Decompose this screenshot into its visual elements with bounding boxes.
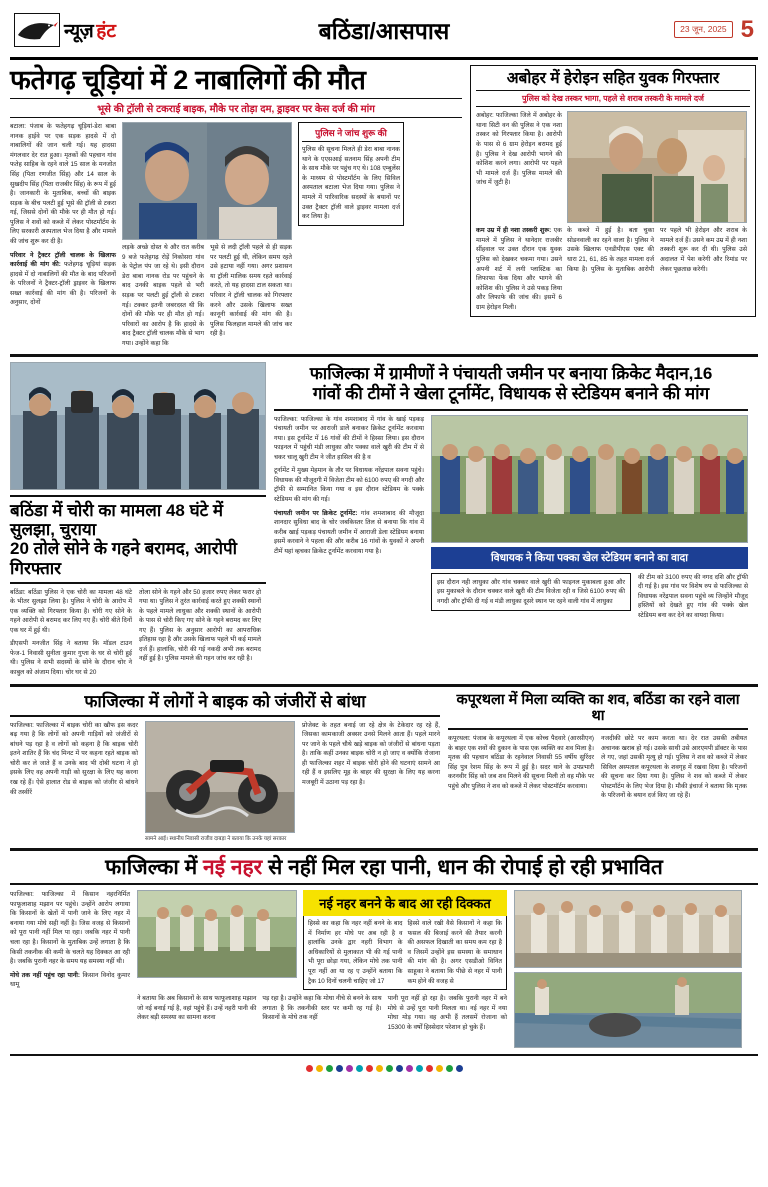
body-found-headline: कपूरथला में मिला व्यक्ति का शव, बठिंडा का रहने वाला था <box>448 692 748 730</box>
story-fatehgarh <box>10 65 462 348</box>
fatehgarh-col3: भूसे से लदी ट्रॉली पहले से ही सड़क पर पलटी हुई थी, लेकिन समय रहते उसे हटाया नहीं गया। अगर प्रशासन या ट्रॉली मालिक समय रहते कार्रवाई करते, तो यह हादसा टाल सकता था। परिवार ने ट्रॉली चालक को गिरफ्तार करने और उसके खिलाफ सख्त कानूनी कार्रवाई की मांग की है। पुलिस फिलहाल मामले की जांच कर रही है। <box>210 244 292 338</box>
bike-photo-caption: सामने आई। स्थानीय निवासी राजीव दाबड़ा ने बताया कि उनके यहां सरकार <box>145 835 287 842</box>
cricket-photo <box>431 415 748 543</box>
fatehgarh-col1: बटाला: पंजाब के फतेहगढ़ चूड़ियां-डेरा बाबा नानक हाईवे पर एक सड़क हादसे में दो नाबालिगों की जान चली गई। यह हादसा मंगलवार देर रात हुआ। मृतकों की पहचान गांव फतेह साहिब के रहने वाले 15 साल के मनजोत सिंह (पिता रणजीत सिंह) और 14 साल के सुखदीप सिंह (पिता राजबीर सिंह) के रूप में हुई है। जानकारी के मुताबिक, बच्चों की बाइक सड़क के बीच पलटी हुई भूसे की ट्रॉली से टकरा गई, जिससे दोनों की मौके पर ही मौत हो गई। पुलिस ने शवों को कब्जे में लेकर पोस्टमॉर्टम के लिए सरकारी अस्पताल भेज दिया है और मामले की जांच शुरू कर दी है। <box>10 123 116 245</box>
fatehgarh-photo <box>122 122 292 240</box>
publication-date: 23 जून, 2025 <box>674 21 732 38</box>
canal-col1-subtitle: मोघे तक नहीं पहुंच रहा पानी: <box>10 971 80 979</box>
cricket-headline-line1: फाजिल्का में ग्रामीणों ने पंचायती जमीन पर बनाया क्रिकेट मैदान,16 <box>309 364 713 384</box>
canal-photo-1 <box>137 890 297 978</box>
bike-headline-pre: फाजिल्का में लोगों ने बाइक को जंजीरों से बांधा <box>84 691 366 711</box>
theft-accused-photo <box>10 362 266 490</box>
canal-col3: पड़ रहा है। उन्होंने कहा कि मोघा नीचे से बनने के साथ लगाता है कि तकनीकी स्तर पर कमी रह गई है। किसानों के मोघे तक नहीं <box>262 995 382 1022</box>
canal-col1-subtext: किसान विनोद कुमार धामू <box>10 971 130 989</box>
police-box-title: पुलिस ने जांच शुरू की <box>302 126 400 142</box>
left-mid-column <box>10 362 266 677</box>
canal-box-col1: हिस्से का कहा कि नहर नहीं बनने के बाद में निर्माण हर मोघे पर अब रही है व हालांकि उनके द्वार नहरी विभाग के अधिकारियों से मुलाकात भी की गई पानी भी पूरा छोड़ा गया, लेकिन मोघे तक पानी पूरा नहीं आ या रह ए उन्होंने बताया कि ट्रैक 10 दिनों चलनी चाहिए जो 17 <box>308 920 403 985</box>
cricket-col1: फाजिल्का: फाजिल्का के गांव शमशाबाद में गांव के खाई पड़कड़ पंचायती जमीन पर आराजी डालेे बनाकर क्रिकेट टूर्नामेंट करवाया गया। इस टूर्नामेंट में 16 गांवों की टीमों ने हिस्सा लिया। इस दौरान फाइनल में पहुंची मंडी लाधुका और पक्का वाले खुरी की टीम में से चकर चालू खुरी टीम ने जीत हासिल की है व <box>274 415 424 461</box>
cricket-subtitle: पंचायती जमीन पर क्रिकेट टूर्नामेंट: <box>274 509 358 517</box>
abohar-col2: के कब्जे में हुई है। बता चुका सोडनवाली का रहने वाला है। पुलिस ने उसके खिलाफ एनडीपीएस एक्ट की धारा 21, 61, 85 के तहत मामला दर्ज किया है। पुलिस के मुताबिक आरोपी पर पहले भी हेरोइन और शराब के मामले दर्ज हैं। उसने कम उम्र में ही नशा तस्करी शुरू कर दी थी। पुलिस उसे अदालत में पेश करेगी और रिमांड पर लेकर पूछताछ करेगी। <box>567 227 747 273</box>
cricket-blue-strip: विधायक ने किया पक्का खेल स्टेडियम बनाने का वादा <box>431 547 748 569</box>
fatehgarh-subhead: भूसे की ट्रॉली से टकराई बाइक, मौके पर तोड़ा दम, ड्राइवर पर केस दर्ज की मांग <box>10 98 462 118</box>
body-found-col1: कपूरथला: पंजाब के कपूरथला में एक कोच्च पैदवारे (आरसीएन) के बाहर एक शवों की दुकान के पास एक व्यक्ति का शव मिला है। मृतक की पहचान बठिंडा के रहनेवाल निवासी 55 वर्षीय सुरिंदर सिंह पुत्र रेशम सिंह के रूप में हुई है। सदर थाने के उपप्रभारी करनवीर सिंह को जब शव मिलने की सूचना मिली तो वह मौके पर पहुंचे और पुलिस ने शव को कब्जे में लेकर पोस्टमॉर्टम करवाया। <box>448 735 594 790</box>
brand-name-part1: न्यूज़ <box>64 20 94 42</box>
canal-col1: फाजिल्का: फाजिल्का में किसान नहरनिर्मित फाफूलाशाह मझान पर पहुंचे। उन्होंने आरोप लगाया कि किसानों के खेतों में पानी जाने के लिए नहर में बनाया गया मोघे सही नहीं है। जिस वजह से किसानों को पूरा पानी नहीं मिल पा रहा। जबकि नहर में पानी चला रहा है। किसानों के मुताबिक उन्हें लगाता है कि किसी तकनीक की कमी के चलते यह दिक्कत आ रही है। जबकि पुरानी नहर के समय यह समस्या नहीं थी। <box>10 891 130 966</box>
fatehgarh-headline: फतेगढ़ चूड़ियां में 2 नाबालिगों की मौत <box>10 65 366 95</box>
canal-headline-red: नई नहर <box>203 855 263 879</box>
story-body-found <box>448 692 748 842</box>
fatehgarh-col2: लड़के अच्छे दोस्त थे और रात करीब 9 बजे फतेहगढ़ रोड़ें निकोसरा गांव के पेट्रोल पंप जा रहे थे। इसी दौरान डेरा बाबा नानक रोड पर पहुंचने के बाद उनकी बाइक पहले से भरी सड़क पर पलटी हुई ट्रॉली से टकरा गई। टक्कर इतनी जबरदस्त थी कि दोनों की मौके पर ही मौत हो गई। परिवारों का आरोप है कि हादसे के बाद ट्रैक्टर ट्रॉली चालक मौके से भाग गया। उन्होंने कहा कि <box>122 244 204 347</box>
bike-chain-photo <box>145 721 295 833</box>
footer-color-dots <box>10 1061 758 1072</box>
canal-headline-pre: फाजिल्का में <box>105 855 198 879</box>
canal-photo-3 <box>514 972 742 1048</box>
theft-headline-line2: 20 तोले सोने के गहने बरामद, आरोपी गिरफ्तार <box>10 539 238 578</box>
abohar-subtext: एक मामले में पुलिस ने थानेदार राजबीर सींहवाल पर उक्त दौरान एक युवक पुलिस को देखकर चकमा गया। उसने अपनी शर्ट में लगी प्लास्टिक का लिफाफा फेंक दिया और भागने की कोशिश की। पुलिस ने उसे पकड़ लिया और लिफाफे की जांच की। इसमें 6 ग्राम हेरोइन मिली। <box>476 227 562 311</box>
police-box-text: पुलिस की सूचना मिलते ही डेरा बाबा नानक थाने के एएसआई सतनाम सिंह अपनी टीम के साथ मौके पर पहुंच गए थे। 108 एम्बुलेंस के माध्यम से पोस्टमॉर्टम के लिए सिविल अस्पताल बटाला भेज दिया गया। पुलिस ने मामले में पारिवारिक सदस्यों के बयानों पर उक्त ट्रैक्टर ट्रॉली वाले ड्राइवर मामला दर्ज कर लिया है। <box>302 146 400 221</box>
theft-col1: बठिंडा: बठिंडा पुलिस ने एक चोरी का मामला 48 घंटे के भीतर सुलझा लिया है। पुलिस ने चोरी के आरोप में एक व्यक्ति को गिरफ्तार किया है। चोरी गए सोने के गहने आरोपी से बरामद कर लिए गए हैं। चोरी बीते दिनों एक घर में हुई थी। <box>10 588 132 634</box>
story-abohar <box>470 65 756 348</box>
brand[interactable] <box>14 13 214 47</box>
bike-col1: फाजिल्का: फाजिल्का में बाइक चोरी का खौफ इस कदर बढ़ गया है कि लोगों को अपनी गाड़ियों को जंजीरों से बांधने पड़ रहा है व लोगों को कहना है कि बाइक चोरी इतने शातिर हैं कि चंद मिनट में पर कहना रहते बाइक को चोरी कर ले जाते हैं व उनके बाद भी दोबी घटना ने हो इसके लिए वह अपनी गाड़ी को सुरक्षा के लिए यह करना रख रहे हैं। ऐसे हालात रोड से बाइक को जंजीर से बांधने की तस्वीरें <box>10 721 138 796</box>
fatehgarh-col1-subtitle: परिवार ने ट्रैक्टर ट्रॉली चालक के खिलाफ कार्रवाई की मांग की: <box>10 251 116 269</box>
cricket-highlight-box: इस दौरान नही लाधुका और गांव चक्कर वाले खुरी की फाइनल मुकाबला हुआ और इस मुकाबले के दौरान चक्कर वाले खुरी की टीम विजेता रही व जिसे 6100 रुपए की नगदी और ट्रॉफी दी गई व मंडी लाधुका दूसरे स्थान पर रहने वाली गांव में लाधुका <box>431 573 631 612</box>
edition-title: बठिंडा/आसपास <box>318 17 450 44</box>
cricket-col3: की टीम को 3100 रुपए की नगद दशि और ट्रॉफी दी गई है। इस गांव पर विशेष रुप से फाजिल्का से विधायक नरेंद्रपाल सवना पहुंचे व्य जिन्होंने मौजूद हस्तियों को देखते हुए गांव की पक्के खेल स्टेडियम बना कर देने का वायदा किया। <box>638 573 748 619</box>
canal-col2: ने बताया कि अब किसानों के साथ फाफूलाशाह मझान जो नई बनाई गई है, वहां पहुंचे हैं। उन्हें नहरी पानी की लेकर बड़ी समस्या का सामना करना <box>137 995 257 1022</box>
bike-col2: प्रोजेक्ट के तहत बनाई जा रहे क्षेत्र के टेकेदार रह रहे हैं, जिसका कामकाजी अक्सर उनसे मिलने आता हैं। पहले मारने पर जाने के पहले चौथे खड़े बाइक को जंजीरों से बांधना पड़ता है। ताकि कहीं उनका बाइक चोरी न हो जाए व क्योंकि रोजाना ही फाजिल्का शहर में बाइक चोरी होने की घटनाएं सामने आ रही हैं व इसलिए मूह के बाहर की सुरक्षा के लिए यह करना मजबूरी में उठाना पड़ रहा है। <box>302 721 440 787</box>
canal-headline-post: से नहीं मिल रहा पानी, धान की रोपाई हो रही प्रभावित <box>268 855 663 879</box>
theft-headline-line1: बठिंडा में चोरी का मामला 48 घंटे में सुलझा, चुराया <box>10 501 224 540</box>
story-bike-chain <box>10 692 440 842</box>
abohar-col1: अबोहर: फाजिल्का जिले में अबोहर के थाना सिटी वन की पुलिस ने एक नशा तस्कर को गिरफ्तार किया है। आरोपी के पास से 6 ग्राम हेरोइन बरामद हुई है। पुलिस ने देख आरोपी भागने की कोशिश करने लगा। आरोपी पर पहले भी मामले दर्ज हैं। पुलिस मामले की जांच में जुटी है। <box>476 112 562 187</box>
canal-box-title: नई नहर बनने के बाद आ रही दिक्कत <box>303 890 507 916</box>
masthead <box>10 6 758 60</box>
abohar-photo <box>567 111 747 223</box>
canal-box-col2: हिस्से वाले रखी वैसे किसानों ने कहा कि फसल की बिजाई करने की तैयार करनी की असफल दिखाती का समय कम रहा है व जिसमें उन्होंने इस समस्या के समाधान की मांग की है। अगर एसडीओ विनित साहूका ने बताया कि पीछे से नहर में पानी कम होने की वजह से <box>407 920 502 985</box>
canal-box-col3: पानी पूरा नहीं हो रहा है। जबकि पुरानी नहर में बने मोघे से उन्हें पूरा पानी मिलता था। नई नहर में नया मोघा मोड़ गया। वह अभी हैं तलसमें रोजाना को 15300 के वर्षों हिस्सेदार परेशान हो चुके हैं। <box>387 995 507 1031</box>
theft-col1b: डीएसपी मनजीत सिंह ने बताया कि मॉडल टाउन फेज-1 निवासी सुनीता कुमार गुप्ता के घर से चोरी हुई थी। पुलिस ने सभी सदस्यों के सोने के दौरान चोर ने काबुल को अंजाम दिया। चोर घर से 20 <box>10 640 132 677</box>
page-number: 5 <box>740 15 754 43</box>
abohar-headline: अबोहर में हेरोइन सहित युवक गिरफ्तार <box>506 70 720 87</box>
fatehgarh-police-box <box>298 122 404 226</box>
cricket-headline-line2: गांवों की टीमों ने खेला टूर्नामेंट, विधायक से स्टेडियम बनाने की मांग <box>312 384 710 404</box>
brand-name-part2: हंट <box>96 20 116 42</box>
fatehgarh-col1-subtext: फतेहगढ़ चूड़ियां सड़क हादसे में दो नाबालिगों की मौत के बाद परिजनों के परिजनों ने ट्रैक्टर-ट्रॉली ड्राइवर के खिलाफ सख्त कार्रवाई की मांग की है। परिजनों के अनुसार, दोनों <box>10 261 116 307</box>
canal-photo-2 <box>514 890 742 968</box>
lower-stories-row <box>10 692 758 842</box>
body-found-col2: नजदीकी छोटे पर काम करता था। देर रात उसकी तबीयत अचानक खराब हो गई। उसके साथी उसे आरएमपी डॉक्टर के पास ले गए, जहां उसकी मृत्यु हो गई। पुलिस ने शव को कब्जे में लेकर सिविल अस्पताल कपूरथला के शवगृह में रखवा दिया है। परिजनों की सूचना कर दिया गया है। पुलिस ने शव को कब्जे में लेकर पोस्टमॉर्टम के लिए भेज दिया है। मौकी इंचार्ज ने बताया कि मृतक के परिजनों के बयान दर्ज किए जा रहे हैं। <box>601 735 747 800</box>
top-stories-row <box>10 65 758 348</box>
mid-stories-row <box>10 362 758 677</box>
story-cricket <box>274 362 748 677</box>
abohar-subtitle: कम उम्र में ही नशा तस्करी शुरू: <box>476 227 552 235</box>
cricket-subtext: गांव शमशाबाद की मौजूदा शानदार सुविधा बाद के चोर जबकिस्तर तिल से बनाया कि गांव में करीब खाई पड़कड़ पंचायती जमीन में आराजी डेला स्टेडियम बनाया इसमें करवाने ने पहला की और करीब 16 गांवों के युवकों ने अपनी टीमें यहां व्हचका क्रिकेट टूर्नामेंट करवाया गया है। <box>274 509 425 555</box>
abohar-subhead: पुलिस को देख तस्कर भागा, पहले से शराब तस्करी के मामले दर्ज <box>476 90 750 107</box>
theft-col2: तोला सोने के गहने और 50 हजार रुपए लेकर फरार हो गया था। पुलिस ने तुरंत कार्रवाई करते हुए शक्की स्थानों के पहले मामले लाधुका और शक्की स्थानों के आरोपी के पास से चोरी किए गए सोने के गहने बरामद कर लिए गए हैं। पुलिस के अनुसार आरोपी का आपराधिक इतिहास रहा है और उसके खिलाफ पहले भी कई मामले दर्ज हैं। हालांकि, चोरी की गई नकदी अभी तक बरामद नहीं हुई है। पुलिस मामले की गहन जांच कर रही है। <box>139 588 261 663</box>
story-canal <box>10 856 758 1049</box>
bird-logo-icon <box>14 13 60 47</box>
cricket-col2: टूर्नामेंट में मुख्य मेहमान के तौर पर विधायक नरेंद्रपाल सवना पहुंचे। विधायक की मौजूदगी में विजेता टीम को 6100 रुपए की नगदी और ट्रॉफी से सम्मानित किया गया व इस दौरान स्टेडियम के पक्के स्टेडियम की मांग की गई। <box>274 467 424 504</box>
